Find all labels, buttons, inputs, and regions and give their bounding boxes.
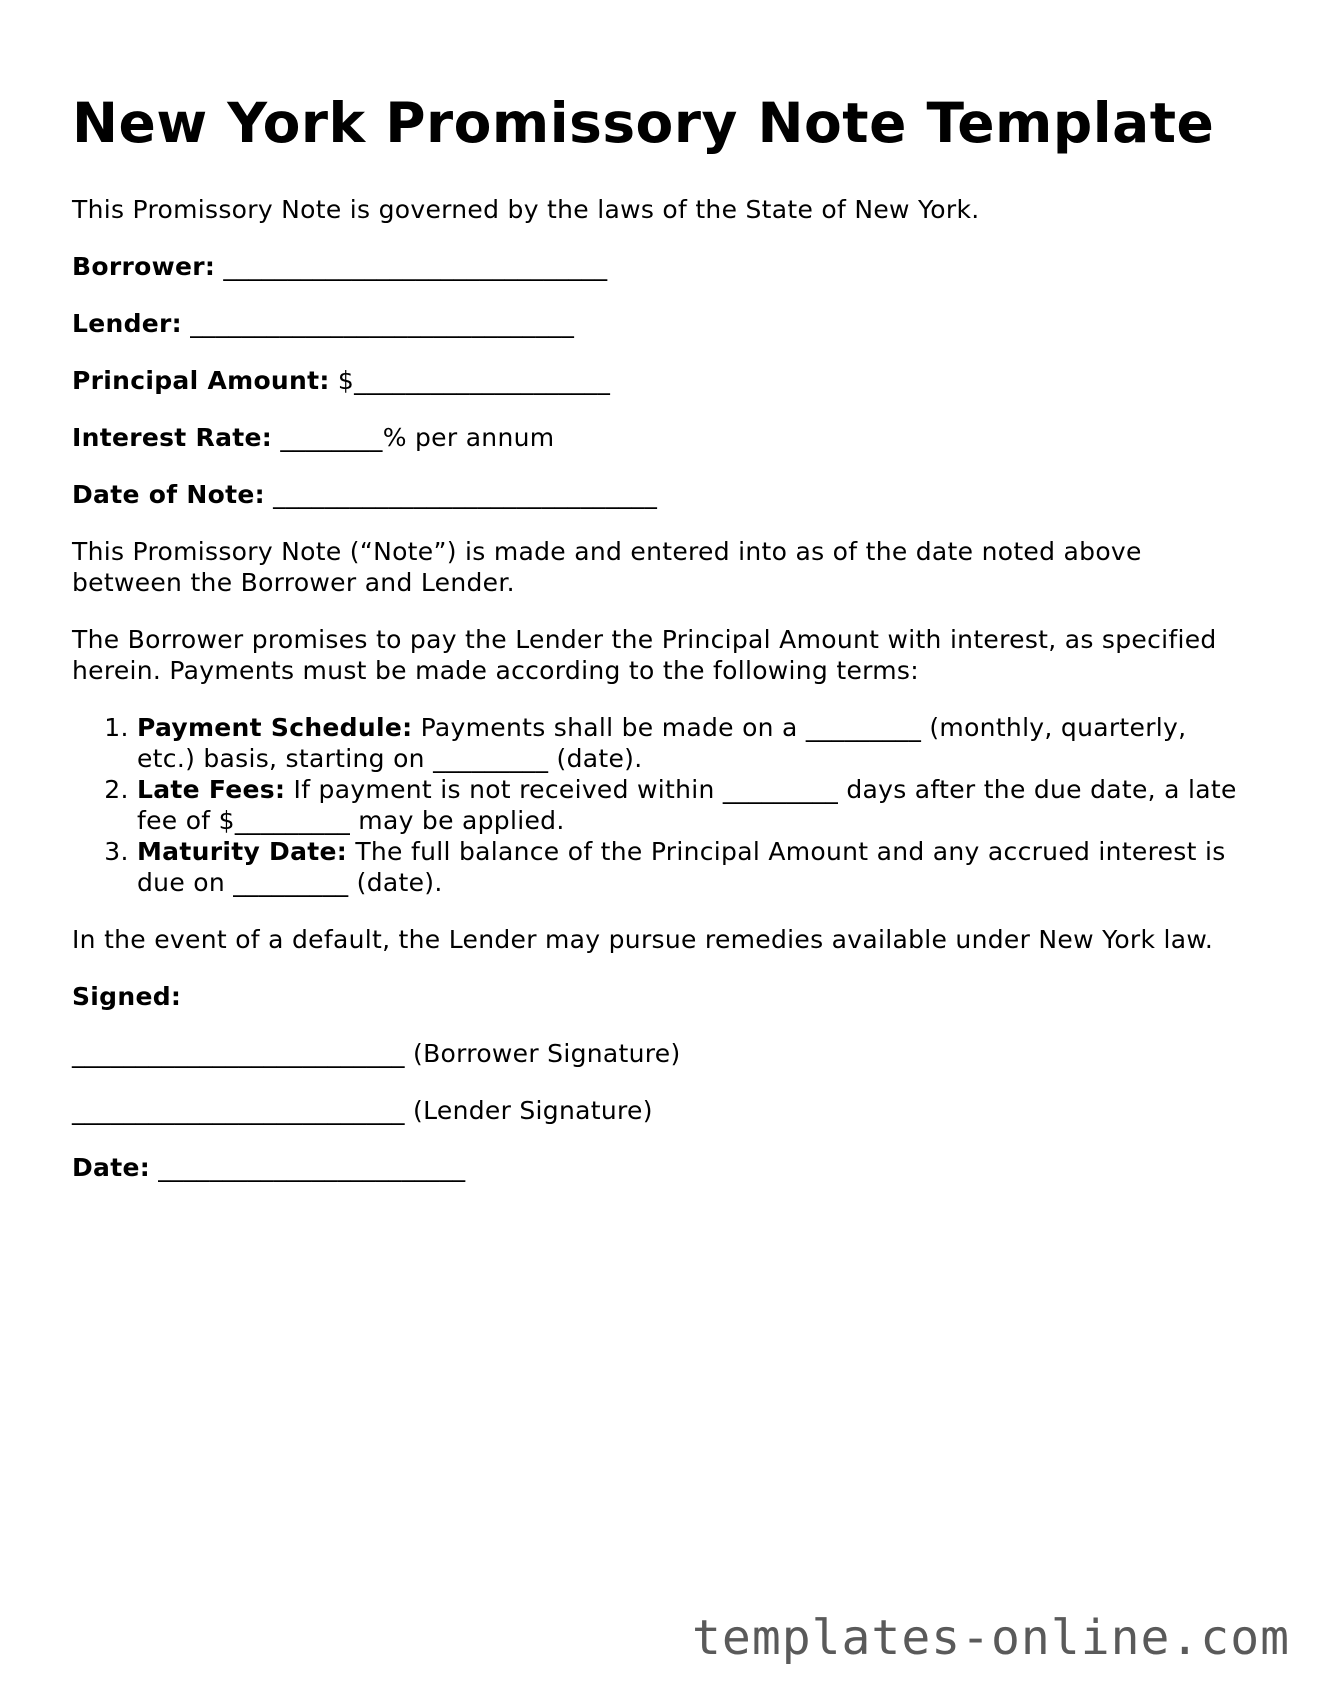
term-text: If payment is not received within _________ days after the due date, a late fee of $_________ may be applied. <box>137 775 1237 835</box>
intro-text: This Promissory Note is governed by the laws of the State of New York. <box>72 195 980 224</box>
principal-blank: $____________________ <box>337 366 611 395</box>
term-text: Payments shall be made on a _________ (monthly, quarterly, etc.) basis, starting on _________ (date). <box>137 713 1187 773</box>
borrower-signature-line: __________________________ (Borrower Signature) <box>72 1039 681 1068</box>
date-of-note-blank: ______________________________ <box>273 480 658 509</box>
lender-blank: ______________________________ <box>190 309 575 338</box>
term-label: Maturity Date: <box>137 837 348 866</box>
signed-label: Signed: <box>72 982 182 1011</box>
lender-field <box>72 308 1252 339</box>
interest-field <box>72 422 1252 453</box>
watermark: templates-online.com <box>692 1610 1290 1666</box>
signature-date-label: Date: <box>72 1153 151 1182</box>
term-text: The full balance of the Principal Amount and any accrued interest is due on _________ (date). <box>137 837 1226 897</box>
principal-label: Principal Amount: <box>72 366 330 395</box>
term-label: Late Fees: <box>137 775 286 804</box>
default-clause: In the event of a default, the Lender may pursue remedies available under New York law. <box>72 925 1214 954</box>
interest-blank: ________% per annum <box>280 423 555 452</box>
signature-date-field <box>72 1152 1252 1183</box>
promise-paragraph: The Borrower promises to pay the Lender the Principal Amount with interest, as specified herein. Payments must be made according to the following terms: <box>72 625 1217 685</box>
document-title: New York Promissory Note Template <box>72 91 1215 155</box>
principal-field <box>72 365 1252 396</box>
borrower-blank: ______________________________ <box>223 252 608 281</box>
list-item <box>137 836 1252 898</box>
signature-date-blank: ________________________ <box>158 1153 466 1182</box>
borrower-field <box>72 251 1252 282</box>
date-of-note-label: Date of Note: <box>72 480 265 509</box>
list-item <box>137 712 1252 774</box>
signed-heading <box>72 981 1252 1012</box>
date-of-note-field <box>72 479 1252 510</box>
terms-list <box>72 712 1252 898</box>
borrower-label: Borrower: <box>72 252 216 281</box>
list-item <box>137 774 1252 836</box>
document-page <box>72 88 1252 1209</box>
agreement-paragraph: This Promissory Note (“Note”) is made and entered into as of the date noted above between the Borrower and Lender. <box>72 537 1142 597</box>
lender-label: Lender: <box>72 309 182 338</box>
lender-signature-line: __________________________ (Lender Signature) <box>72 1096 653 1125</box>
term-label: Payment Schedule: <box>137 713 413 742</box>
interest-label: Interest Rate: <box>72 423 273 452</box>
